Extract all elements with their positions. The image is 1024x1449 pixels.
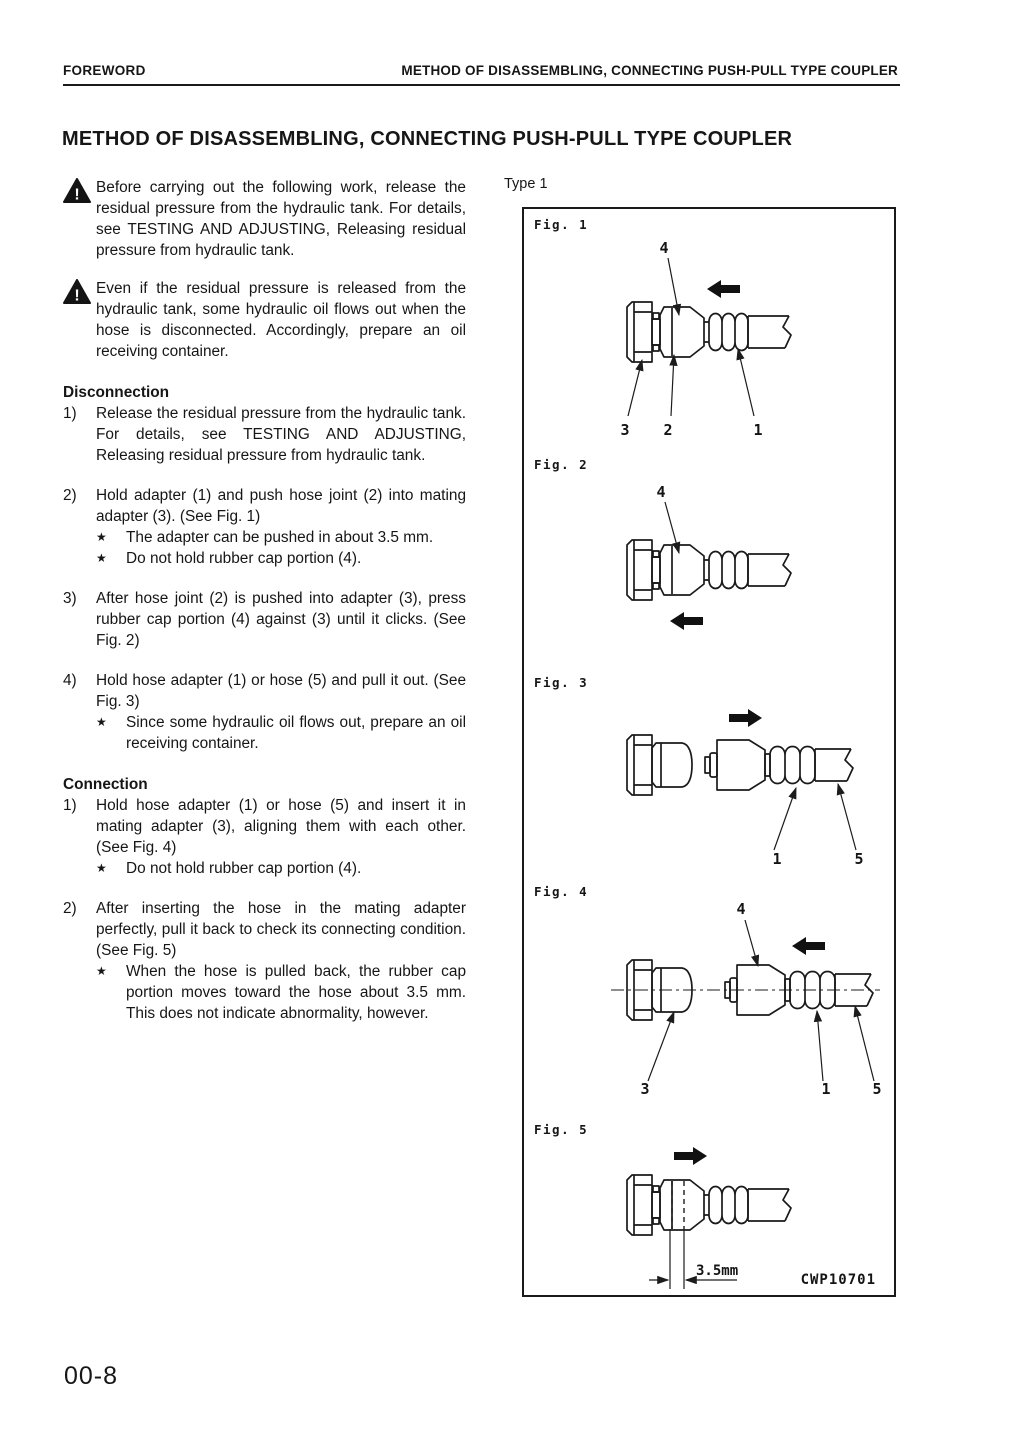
- callout-2: 2: [663, 421, 673, 439]
- item-number: 1): [63, 405, 77, 422]
- item-text: Hold hose adapter (1) or hose (5) and insert it in mating adapter (3), aligning them with each other. (See Fig. 4): [96, 797, 466, 856]
- item-number: 1): [63, 797, 77, 814]
- coupler-connected-drawing: [627, 540, 791, 600]
- pull-arrow-right-icon: [729, 709, 762, 727]
- list-item: [63, 898, 466, 1024]
- figure-1: [524, 209, 894, 449]
- item-text: Hold adapter (1) and push hose joint (2) into mating adapter (3). (See Fig. 1): [96, 487, 466, 525]
- note-text: Do not hold rubber cap portion (4).: [126, 550, 362, 567]
- hose-joint-drawing: [705, 740, 853, 790]
- header-rule: [63, 84, 900, 86]
- figure-code: CWP10701: [800, 1272, 876, 1288]
- item-number: 4): [63, 672, 77, 689]
- note-row: [96, 712, 466, 754]
- section-heading-disconnection: Disconnection: [63, 384, 170, 401]
- callout-5: 5: [872, 1080, 882, 1098]
- figure-panel-box: [522, 207, 896, 1297]
- page-title: METHOD OF DISASSEMBLING, CONNECTING PUSH-PULL TYPE COUPLER: [62, 128, 793, 150]
- figure-1-drawing: [524, 209, 894, 449]
- figure-type-label: Type 1: [504, 176, 548, 192]
- item-text: Hold hose adapter (1) or hose (5) and pull it out. (See Fig. 3): [96, 672, 466, 710]
- warning-text: Even if the residual pressure is released from the hydraulic tank, some hydraulic oil flows out when the hose is disconnected. Accordingly, prepare an oil receiving container.: [96, 280, 466, 360]
- figure-2-drawing: [524, 449, 894, 667]
- star-bullet-icon: ★: [96, 861, 107, 875]
- figure-4: [524, 880, 894, 1114]
- warning-note: [63, 177, 466, 261]
- figure-3-drawing: [524, 667, 894, 880]
- figure-3: [524, 667, 894, 880]
- item-text: After inserting the hose in the mating adapter perfectly, pull it back to check its connecting condition. (See Fig. 5): [96, 900, 466, 959]
- header-left-label: FOREWORD: [63, 63, 146, 78]
- figure-4-drawing: [524, 880, 894, 1114]
- note-row: [96, 858, 466, 879]
- note-row: [96, 548, 466, 569]
- list-item: [63, 795, 466, 879]
- note-text: When the hose is pulled back, the rubber cap portion moves toward the hose about 3.5 mm. This does not indicate abnormality, however.: [126, 963, 466, 1022]
- figure-label: Fig. 4: [534, 884, 589, 899]
- section-heading-connection: Connection: [63, 776, 148, 793]
- callout-1: 1: [753, 421, 763, 439]
- star-bullet-icon: ★: [96, 551, 107, 565]
- item-number: 2): [63, 487, 77, 504]
- star-bullet-icon: ★: [96, 964, 107, 978]
- pull-arrow-right-icon: [674, 1147, 707, 1165]
- warning-triangle-icon: [63, 278, 96, 362]
- figure-label: Fig. 1: [534, 217, 589, 232]
- page-number: 00-8: [64, 1362, 119, 1390]
- callout-1: 1: [772, 850, 782, 868]
- callout-1: 1: [821, 1080, 831, 1098]
- figure-label: Fig. 5: [534, 1122, 589, 1137]
- dimension-label: 3.5mm: [696, 1263, 739, 1279]
- item-number: 2): [63, 900, 77, 917]
- warning-text: Before carrying out the following work, release the residual pressure from the hydraulic tank. For details, see TESTING AND ADJUSTING, Releasing residual pressure from hydraulic tank.: [96, 179, 466, 259]
- push-arrow-left-icon: [707, 280, 740, 298]
- callout-3: 3: [620, 421, 630, 439]
- note-text: The adapter can be pushed in about 3.5 mm.: [126, 529, 434, 546]
- star-bullet-icon: ★: [96, 530, 107, 544]
- list-item: [63, 485, 466, 569]
- push-arrow-left-icon: [670, 612, 703, 630]
- figure-label: Fig. 3: [534, 675, 589, 690]
- warning-mark: !: [74, 186, 80, 204]
- push-arrow-left-icon: [792, 937, 825, 955]
- callout-3: 3: [640, 1080, 650, 1098]
- coupler-connected-drawing: [627, 302, 791, 362]
- figure-2: [524, 449, 894, 667]
- star-bullet-icon: ★: [96, 715, 107, 729]
- list-item: [63, 670, 466, 754]
- warning-mark: !: [74, 287, 80, 305]
- figure-5-drawing: [524, 1114, 894, 1293]
- note-text: Since some hydraulic oil flows out, prepare an oil receiving container.: [126, 714, 466, 752]
- item-text: Release the residual pressure from the hydraulic tank. For details, see TESTING AND ADJUSTING, Releasing residual pressure from hydraulic tank.: [96, 405, 466, 464]
- warning-note: [63, 278, 466, 362]
- content-column: [63, 177, 466, 1024]
- header-right-label: METHOD OF DISASSEMBLING, CONNECTING PUSH-PULL TYPE COUPLER: [401, 63, 898, 78]
- list-item: [63, 403, 466, 466]
- item-number: 3): [63, 590, 77, 607]
- note-row: [96, 961, 466, 1024]
- note-text: Do not hold rubber cap portion (4).: [126, 860, 362, 877]
- item-text: After hose joint (2) is pushed into adapter (3), press rubber cap portion (4) against (3) until it clicks. (See Fig. 2): [96, 590, 466, 649]
- coupler-connected-drawing: [627, 1175, 791, 1235]
- figure-label: Fig. 2: [534, 457, 589, 472]
- callout-4: 4: [656, 483, 666, 501]
- callout-4: 4: [659, 239, 669, 257]
- callout-5: 5: [854, 850, 864, 868]
- warning-triangle-icon: [63, 177, 96, 261]
- note-row: [96, 527, 466, 548]
- callout-4: 4: [736, 900, 746, 918]
- mating-adapter-drawing: [627, 735, 692, 795]
- figure-5: [524, 1114, 894, 1293]
- list-item: [63, 588, 466, 651]
